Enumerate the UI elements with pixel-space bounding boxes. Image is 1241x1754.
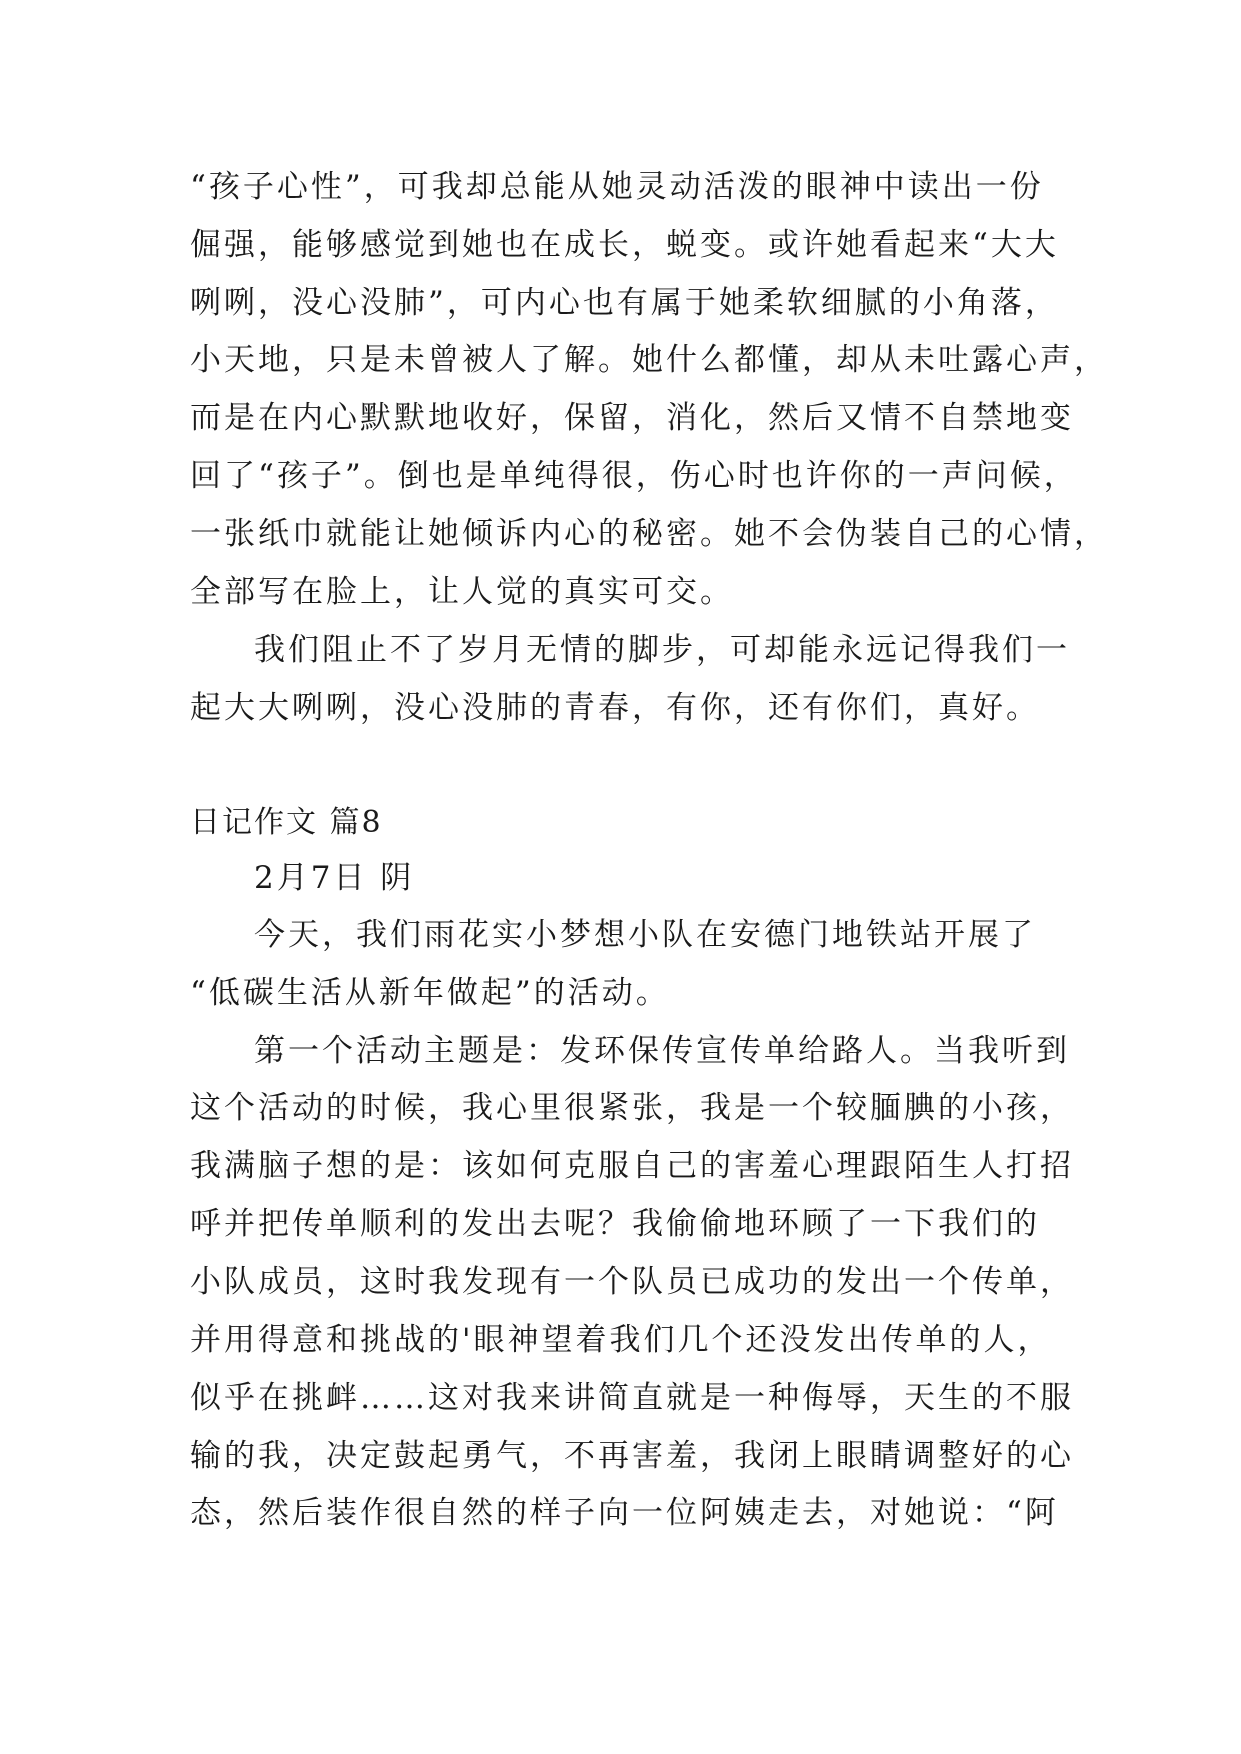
text-line: 全部写在脸上，让人觉的真实可交。 [190, 574, 734, 610]
text-line: “孩子心性”，可我却总能从她灵动活泼的眼神中读出一份 [190, 169, 1044, 205]
text-line: 并用得意和挑战的'眼神望着我们几个还没发出传单的人， [190, 1322, 1052, 1358]
text-line: 今天，我们雨花实小梦想小队在安德门地铁站开展了 [254, 917, 1036, 953]
text-line: 倔强，能够感觉到她也在成长，蜕变。或许她看起来“大大 [190, 227, 1059, 263]
text-line: 呼并把传单顺利的发出去呢？我偷偷地环顾了一下我们的 [190, 1206, 1040, 1242]
text-line: “低碳生活从新年做起”的活动。 [190, 975, 670, 1011]
text-line: 而是在内心默默地收好，保留，消化，然后又情不自禁地变 [190, 400, 1074, 436]
text-line: 咧咧，没心没肺”，可内心也有属于她柔软细腻的小角落， [190, 285, 1059, 321]
text-line: 态，然后装作很自然的样子向一位阿姨走去，对她说：“阿 [190, 1495, 1059, 1531]
text-line: 我们阻止不了岁月无情的脚步，可却能永远记得我们一 [254, 632, 1070, 668]
text-line: 输的我，决定鼓起勇气，不再害羞，我闭上眼睛调整好的心 [190, 1438, 1074, 1474]
text-line: 小天地，只是未曾被人了解。她什么都懂，却从未吐露心声， [190, 342, 1108, 378]
text-line: 起大大咧咧，没心没肺的青春，有你，还有你们，真好。 [190, 690, 1040, 726]
text-line: 我满脑子想的是：该如何克服自己的害羞心理跟陌生人打招 [190, 1148, 1074, 1184]
text-line: 似乎在挑衅……这对我来讲简直就是一种侮辱，天生的不服 [190, 1380, 1074, 1416]
date-line: 2月7日 阴 [254, 860, 415, 896]
text-line: 这个活动的时候，我心里很紧张，我是一个较腼腆的小孩， [190, 1090, 1074, 1126]
text-line: 回了“孩子”。倒也是单纯得很，伤心时也许你的一声问候， [190, 458, 1078, 494]
section-heading: 日记作文 篇8 [190, 805, 383, 840]
text-line: 第一个活动主题是：发环保传宣传单给路人。当我听到 [254, 1033, 1070, 1069]
text-line: 小队成员，这时我发现有一个队员已成功的发出一个传单， [190, 1264, 1074, 1300]
text-line: 一张纸巾就能让她倾诉内心的秘密。她不会伪装自己的心情， [190, 516, 1108, 552]
